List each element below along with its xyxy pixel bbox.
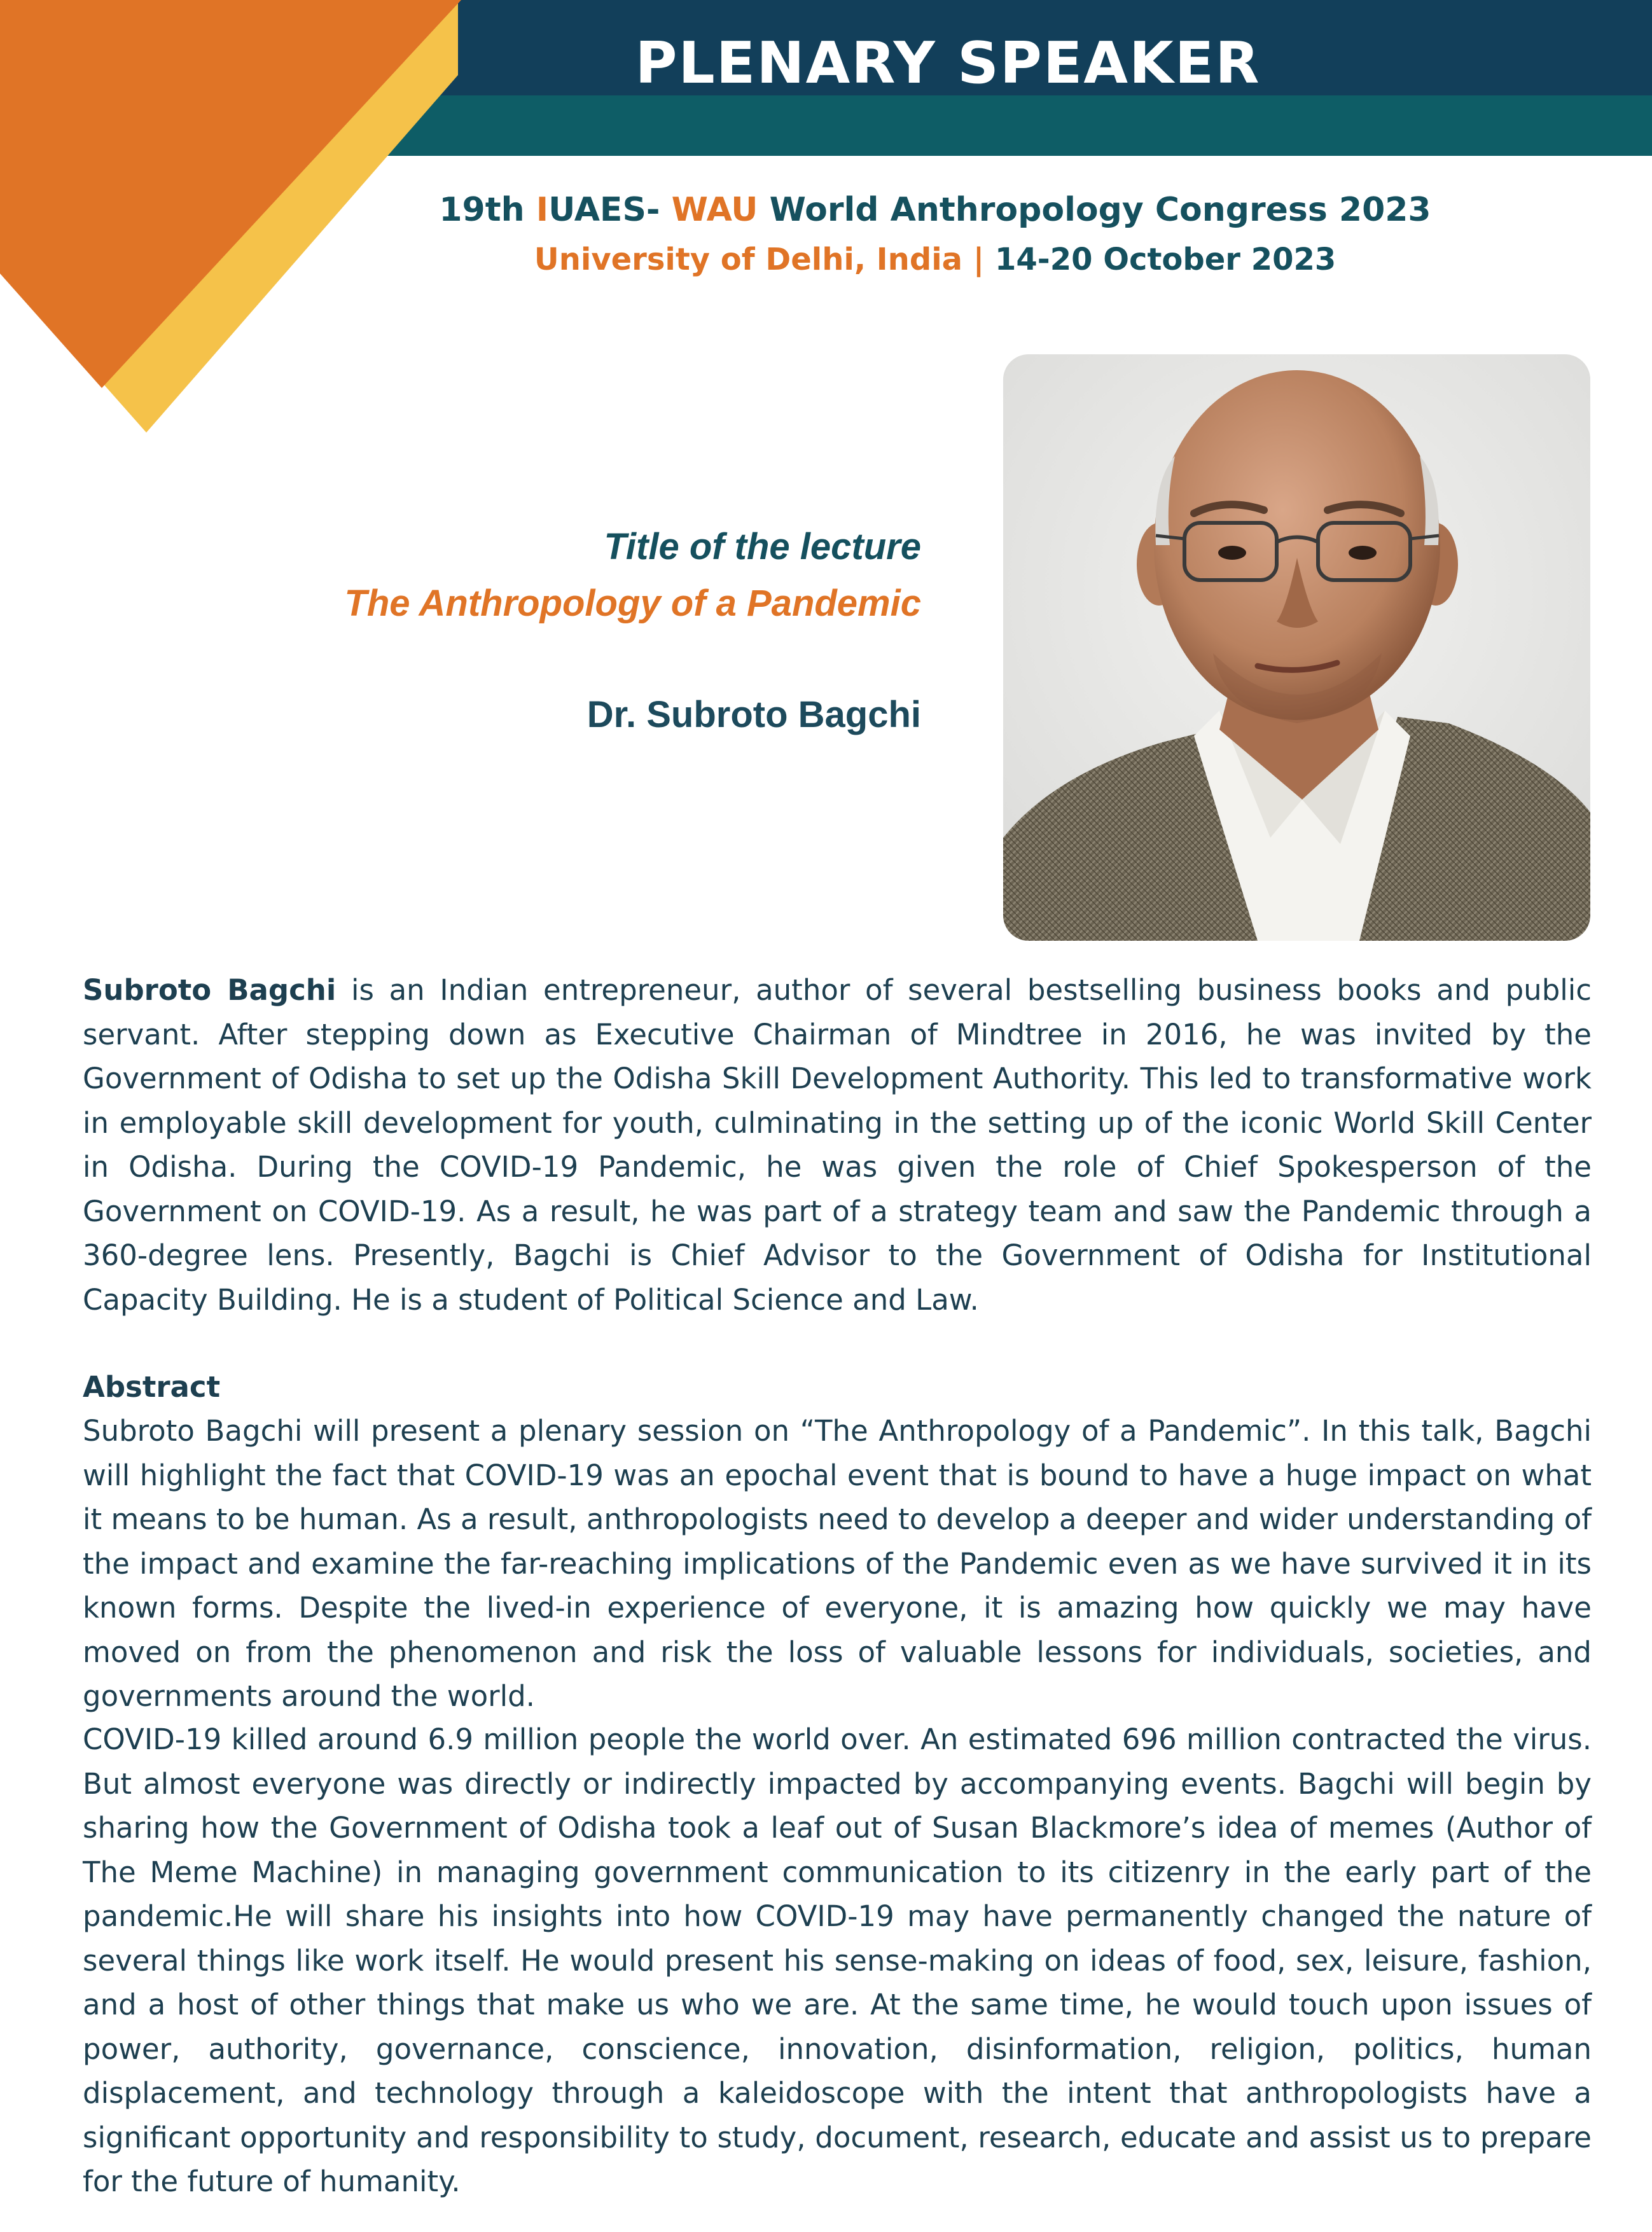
congress-dates: 14-20 October 2023 xyxy=(994,242,1336,277)
speaker-photo xyxy=(1003,354,1590,941)
abstract-paragraph-1 xyxy=(83,1409,1592,1719)
congress-venue: University of Delhi, India | xyxy=(534,242,995,277)
abstract-paragraph-2 xyxy=(83,1717,1592,2204)
congress-wau: WAU xyxy=(671,191,758,229)
abstract-para1-text: Subroto Bagchi will present a plenary session on “The Anthropology of a Pandemic”. In this talk, Bagchi will highlight the fact that COVID-19 was an epochal event that is bound to have a huge impact on what it means to be human. As a result, anthropologists need to develop a deeper and wider understanding of the impact and examine the far-reaching implications of the Pandemic even as we have survived it in its known forms. Despite the lived-in experience of everyone, it is amazing how quickly we may have moved on from the phenomenon and risk the loss of valuable lessons for individuals, societies, and governments around the world. xyxy=(83,1414,1592,1713)
congress-title xyxy=(254,191,1616,229)
speaker-bio xyxy=(83,968,1592,1322)
congress-i-letter: I xyxy=(536,191,549,229)
bio-name: Subroto Bagchi xyxy=(83,973,337,1007)
congress-edition: 19th xyxy=(439,191,536,229)
congress-uaes: UAES- xyxy=(548,191,672,229)
speaker-name: Dr. Subroto Bagchi xyxy=(587,694,921,735)
portrait-illustration xyxy=(1003,354,1590,941)
lecture-title: The Anthropology of a Pandemic xyxy=(344,583,921,624)
banner-title: PLENARY SPEAKER xyxy=(635,30,1261,97)
abstract-para2-text: COVID-19 killed around 6.9 million people the world over. An estimated 696 million contracted the virus. But almost everyone was directly or indirectly impacted by accompanying events. Bagchi will begin by sharing how the Government of Odisha took a leaf out of Susan Blackmore’s idea of memes (Author of The Meme Machine) in managing government communication to its citizenry in the early part of the pandemic.He will share his insights into how COVID-19 may have permanently changed the nature of several things like work itself. He would present his sense-making on ideas of food, sex, leisure, fashion, and a host of other things that make us who we are. At the same time, he would touch upon issues of power, authority, governance, conscience, innovation, disinformation, religion, politics, human displacement, and technology through a kaleidoscope with the intent that anthropologists have a significant opportunity and responsibility to study, document, research, educate and assist us to prepare for the future of humanity. xyxy=(83,1723,1592,2198)
abstract-heading: Abstract xyxy=(83,1370,221,1404)
bio-text: is an Indian entrepreneur, author of several bestselling business books and public servant. After stepping down as Executive Chairman of Mindtree in 2016, he was invited by the Government of Odisha to set up the Odisha Skill Development Authority. This led to transformative work in employable skill development for youth, culminating in the setting up of the iconic World Skill Center in Odisha. During the COVID-19 Pandemic, he was given the role of Chief Spokesperson of the Government on COVID-19. As a result, he was part of a strategy team and saw the Pandemic through a 360-degree lens. Presently, Bagchi is Chief Advisor to the Government of Odisha for Institutional Capacity Building. He is a student of Political Science and Law. xyxy=(83,973,1592,1317)
congress-name: World Anthropology Congress 2023 xyxy=(758,191,1431,229)
congress-venue-dates xyxy=(254,242,1616,277)
lecture-label: Title of the lecture xyxy=(604,526,921,567)
